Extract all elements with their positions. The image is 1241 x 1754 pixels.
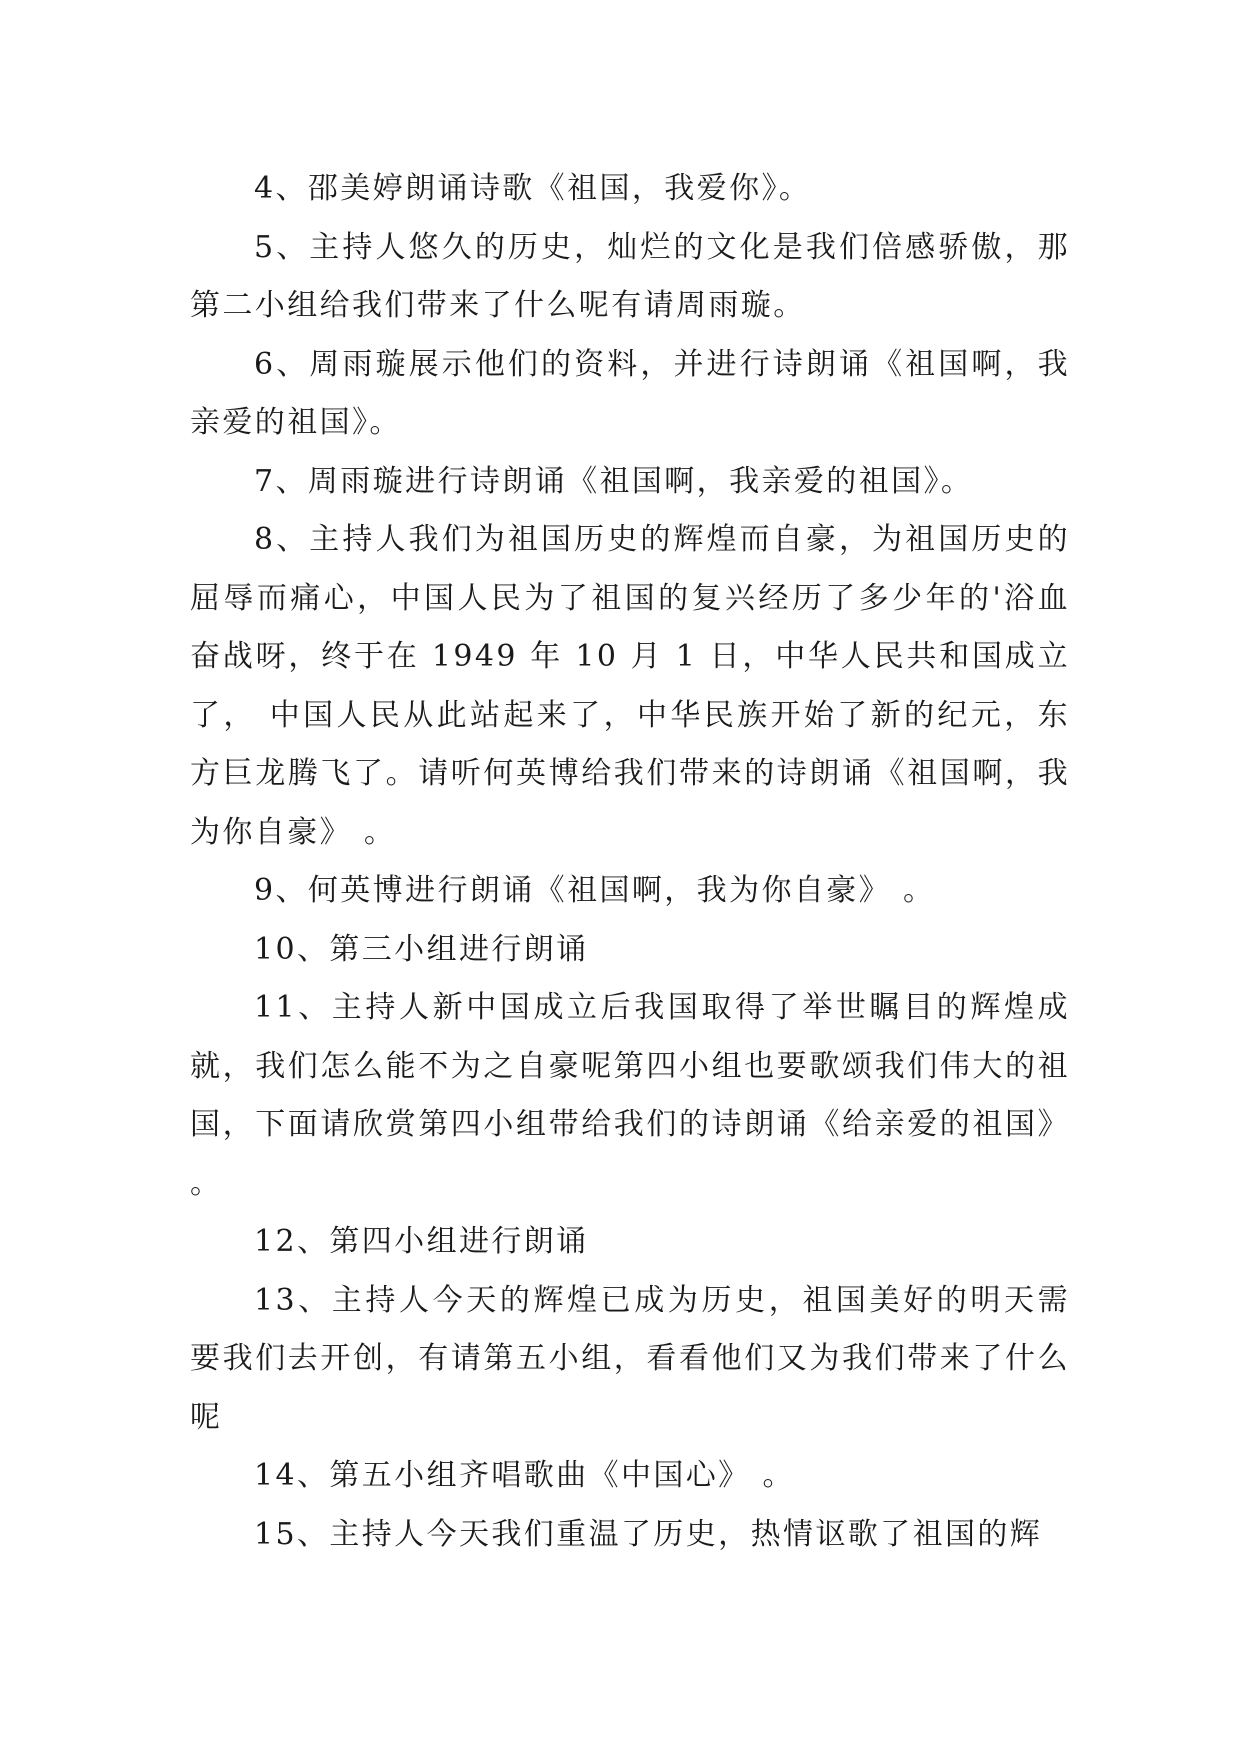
paragraph-8: 8、主持人我们为祖国历史的辉煌而自豪，为祖国历史的屈辱而痛心，中国人民为了祖国的复兴经历了多少年的'浴血奋战呀，终于在 1949 年 10 月 1 日，中华人民共和国成立了， 中国人民从此站起来了，中华民族开始了新的纪元，东方巨龙腾飞了。请听何英博给我们带来的诗朗诵《祖国啊，我为你自豪》 。	[190, 522, 1070, 850]
paragraph-15: 15、主持人今天我们重温了历史，热情讴歌了祖国的辉	[254, 1516, 1043, 1552]
paragraph-5: 5、主持人悠久的历史，灿烂的文化是我们倍感骄傲，那第二小组给我们带来了什么呢有请周雨璇。	[190, 229, 1070, 323]
paragraph-10: 10、第三小组进行朗诵	[254, 931, 589, 967]
paragraph-7: 7、周雨璇进行诗朗诵《祖国啊，我亲爱的祖国》。	[254, 463, 974, 499]
paragraph-9: 9、何英博进行朗诵《祖国啊，我为你自豪》 。	[254, 873, 936, 908]
paragraph-14: 14、第五小组齐唱歌曲《中国心》 。	[254, 1458, 795, 1493]
paragraph-13: 13、主持人今天的辉煌已成为历史，祖国美好的明天需要我们去开创，有请第五小组，看看他们又为我们带来了什么呢	[190, 1282, 1070, 1435]
paragraph-6: 6、周雨璇展示他们的资料，并进行诗朗诵《祖国啊，我亲爱的祖国》。	[190, 346, 1070, 440]
paragraph-12: 12、第四小组进行朗诵	[254, 1224, 589, 1259]
document-body	[190, 160, 1070, 1564]
paragraph-11: 11、主持人新中国成立后我国取得了举世瞩目的辉煌成就，我们怎么能不为之自豪呢第四小组也要歌颂我们伟大的祖国，下面请欣赏第四小组带给我们的诗朗诵《给亲爱的祖国》 。	[190, 990, 1070, 1201]
paragraph-4: 4、邵美婷朗诵诗歌《祖国，我爱你》。	[254, 171, 812, 206]
